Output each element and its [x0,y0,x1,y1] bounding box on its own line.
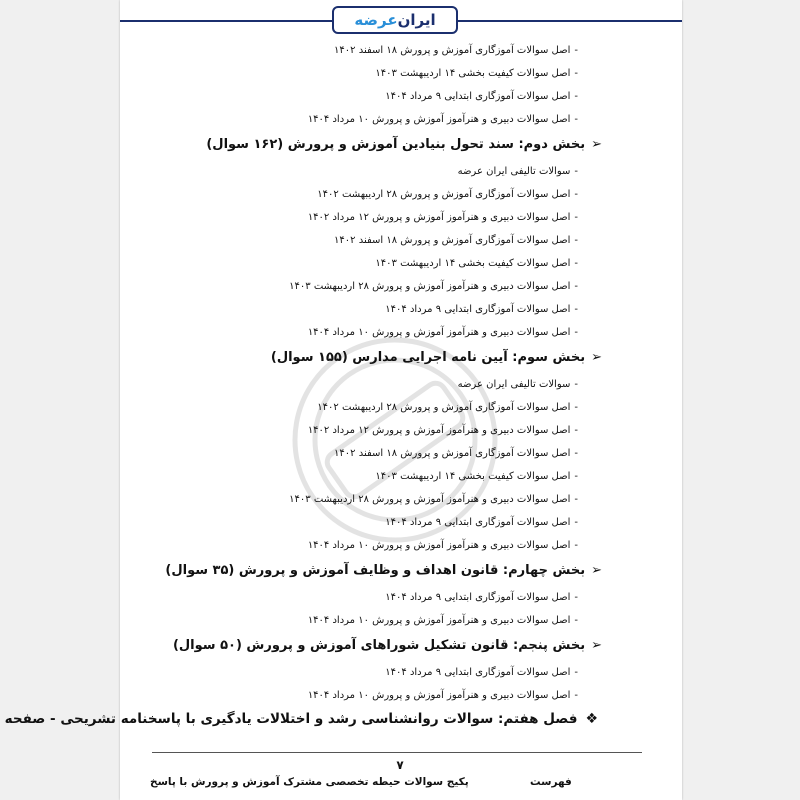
toc-item-text: اصل سوالات آموزگاری ابتدایی ۹ مرداد ۱۴۰۴ [385,592,571,603]
footer-index-label: فهرست [530,776,572,788]
bullet-dash: - [574,615,578,626]
toc-item-text: اصل سوالات کیفیت بخشی ۱۴ اردیبهشت ۱۴۰۳ [375,68,571,79]
toc-item-text: اصل سوالات دبیری و هنرآموز آموزش و پرورش ۱۰ مرداد ۱۴۰۴ [307,690,571,701]
toc-item-text: اصل سوالات آموزگاری ابتدایی ۹ مرداد ۱۴۰۴ [385,304,571,315]
bullet-dash: - [574,425,578,436]
toc-item [289,494,578,505]
toc-item-text: اصل سوالات دبیری و هنرآموز آموزش و پرورش ۲۸ اردیبهشت ۱۴۰۳ [289,494,571,505]
toc-item-text: اصل سوالات آموزگاری ابتدایی ۹ مرداد ۱۴۰۴ [385,667,571,678]
bullet-dash: - [574,45,578,56]
toc-item [458,166,578,177]
toc-item [385,592,578,603]
bullet-dash: - [574,91,578,102]
logo-text-b: عرضه [354,11,398,29]
toc-item [385,667,578,678]
toc-item [308,212,578,223]
bullet-dash: - [574,690,578,701]
toc-item [308,615,578,626]
bullet-dash: - [574,68,578,79]
toc-item [308,690,578,701]
bullet-dash: - [574,114,578,125]
bullet-dash: - [574,517,578,528]
logo-text-a: ایران [397,11,436,29]
toc-item [334,235,578,246]
brand-logo [332,6,458,34]
toc-item-text: اصل سوالات آموزگاری آموزش و پرورش ۱۸ اسفند ۱۴۰۲ [334,235,571,246]
chapter-title: فصل هفتم: سوالات روانشناسی رشد و اختلالات یادگیری با پاسخنامه تشریحی - صفحه [4,711,578,727]
toc-item [375,258,578,269]
section-title: بخش دوم: سند تحول بنیادین آموزش و پرورش (۱۶۲ سوال) [206,137,586,152]
toc-item [458,379,578,390]
toc-item-text: اصل سوالات دبیری و هنرآموز آموزش و پرورش ۱۲ مرداد ۱۴۰۲ [307,425,571,436]
toc-item-text: اصل سوالات آموزگاری آموزش و پرورش ۲۸ اردیبهشت ۱۴۰۲ [317,402,571,413]
bullet-dash: - [574,667,578,678]
bullet-dash: - [574,402,578,413]
toc-item [317,189,578,200]
section-title: بخش پنجم: قانون تشکیل شوراهای آموزش و پرورش (۵۰ سوال) [172,638,586,653]
toc-item-text: اصل سوالات آموزگاری آموزش و پرورش ۲۸ اردیبهشت ۱۴۰۲ [317,189,571,200]
toc-item-text: اصل سوالات دبیری و هنرآموز آموزش و پرورش ۱۰ مرداد ۱۴۰۴ [307,540,571,551]
toc-item-text: اصل سوالات کیفیت بخشی ۱۴ اردیبهشت ۱۴۰۳ [375,471,571,482]
toc-item-text: سوالات تالیفی ایران عرضه [457,379,571,390]
section-heading [271,350,602,365]
toc-item-text: اصل سوالات آموزگاری آموزش و پرورش ۱۸ اسفند ۱۴۰۲ [334,448,571,459]
toc-item [317,402,578,413]
toc-item [308,425,578,436]
bullet-dash: - [574,281,578,292]
toc-item [308,540,578,551]
bullet-dash: - [574,304,578,315]
bullet-dash: - [574,379,578,390]
toc-item-text: اصل سوالات دبیری و هنرآموز آموزش و پرورش ۱۰ مرداد ۱۴۰۴ [307,327,571,338]
bullet-dash: - [574,235,578,246]
table-of-contents [4,45,682,727]
toc-item-text: اصل سوالات آموزگاری ابتدایی ۹ مرداد ۱۴۰۴ [385,517,571,528]
toc-item-text: اصل سوالات دبیری و هنرآموز آموزش و پرورش ۱۰ مرداد ۱۴۰۴ [307,615,571,626]
section-title: بخش سوم: آیین نامه اجرایی مدارس (۱۵۵ سوال) [270,350,586,365]
toc-item [308,327,578,338]
bullet-dash: - [574,471,578,482]
toc-item-text: اصل سوالات آموزگاری آموزش و پرورش ۱۸ اسفند ۱۴۰۲ [334,45,571,56]
toc-item [385,304,578,315]
toc-item-text: اصل سوالات دبیری و هنرآموز آموزش و پرورش ۱۲ مرداد ۱۴۰۲ [307,212,571,223]
toc-item-text: اصل سوالات کیفیت بخشی ۱۴ اردیبهشت ۱۴۰۳ [375,258,571,269]
bullet-dash: - [574,494,578,505]
section-title: بخش چهارم: قانون اهداف و وظایف آموزش و پرورش (۳۵ سوال) [165,563,586,578]
toc-item [375,68,578,79]
toc-item [308,114,578,125]
document-page [4,0,682,800]
chapter-heading [0,711,598,727]
bullet-dash: - [574,189,578,200]
toc-item-text: اصل سوالات دبیری و هنرآموز آموزش و پرورش ۲۸ اردیبهشت ۱۴۰۳ [289,281,571,292]
bullet-dash: - [574,327,578,338]
arrow-bullet-icon: ➢ [591,350,602,365]
header-rule-left [120,20,332,22]
diamond-bullet-icon: ❖ [585,711,598,727]
toc-item [334,45,578,56]
section-heading [173,638,602,653]
toc-item [375,471,578,482]
toc-item [334,448,578,459]
arrow-bullet-icon: ➢ [591,137,602,152]
page-number: ۷ [396,758,404,772]
toc-item-text: اصل سوالات دبیری و هنرآموز آموزش و پرورش ۱۰ مرداد ۱۴۰۴ [307,114,571,125]
toc-item [385,517,578,528]
bullet-dash: - [574,540,578,551]
toc-item [289,281,578,292]
toc-item-text: اصل سوالات آموزگاری ابتدایی ۹ مرداد ۱۴۰۴ [385,91,571,102]
arrow-bullet-icon: ➢ [591,638,602,653]
footer-divider [152,752,642,753]
bullet-dash: - [574,448,578,459]
toc-item-text: سوالات تالیفی ایران عرضه [457,166,571,177]
arrow-bullet-icon: ➢ [591,563,602,578]
bullet-dash: - [574,258,578,269]
section-heading [165,563,602,578]
section-heading [206,137,602,152]
bullet-dash: - [574,212,578,223]
footer-book-title: پکیج سوالات حیطه تخصصی مشترک آموزش و پرورش با پاسخ [150,776,469,788]
bullet-dash: - [574,166,578,177]
bullet-dash: - [574,592,578,603]
toc-item [385,91,578,102]
header-rule-right [458,20,682,22]
